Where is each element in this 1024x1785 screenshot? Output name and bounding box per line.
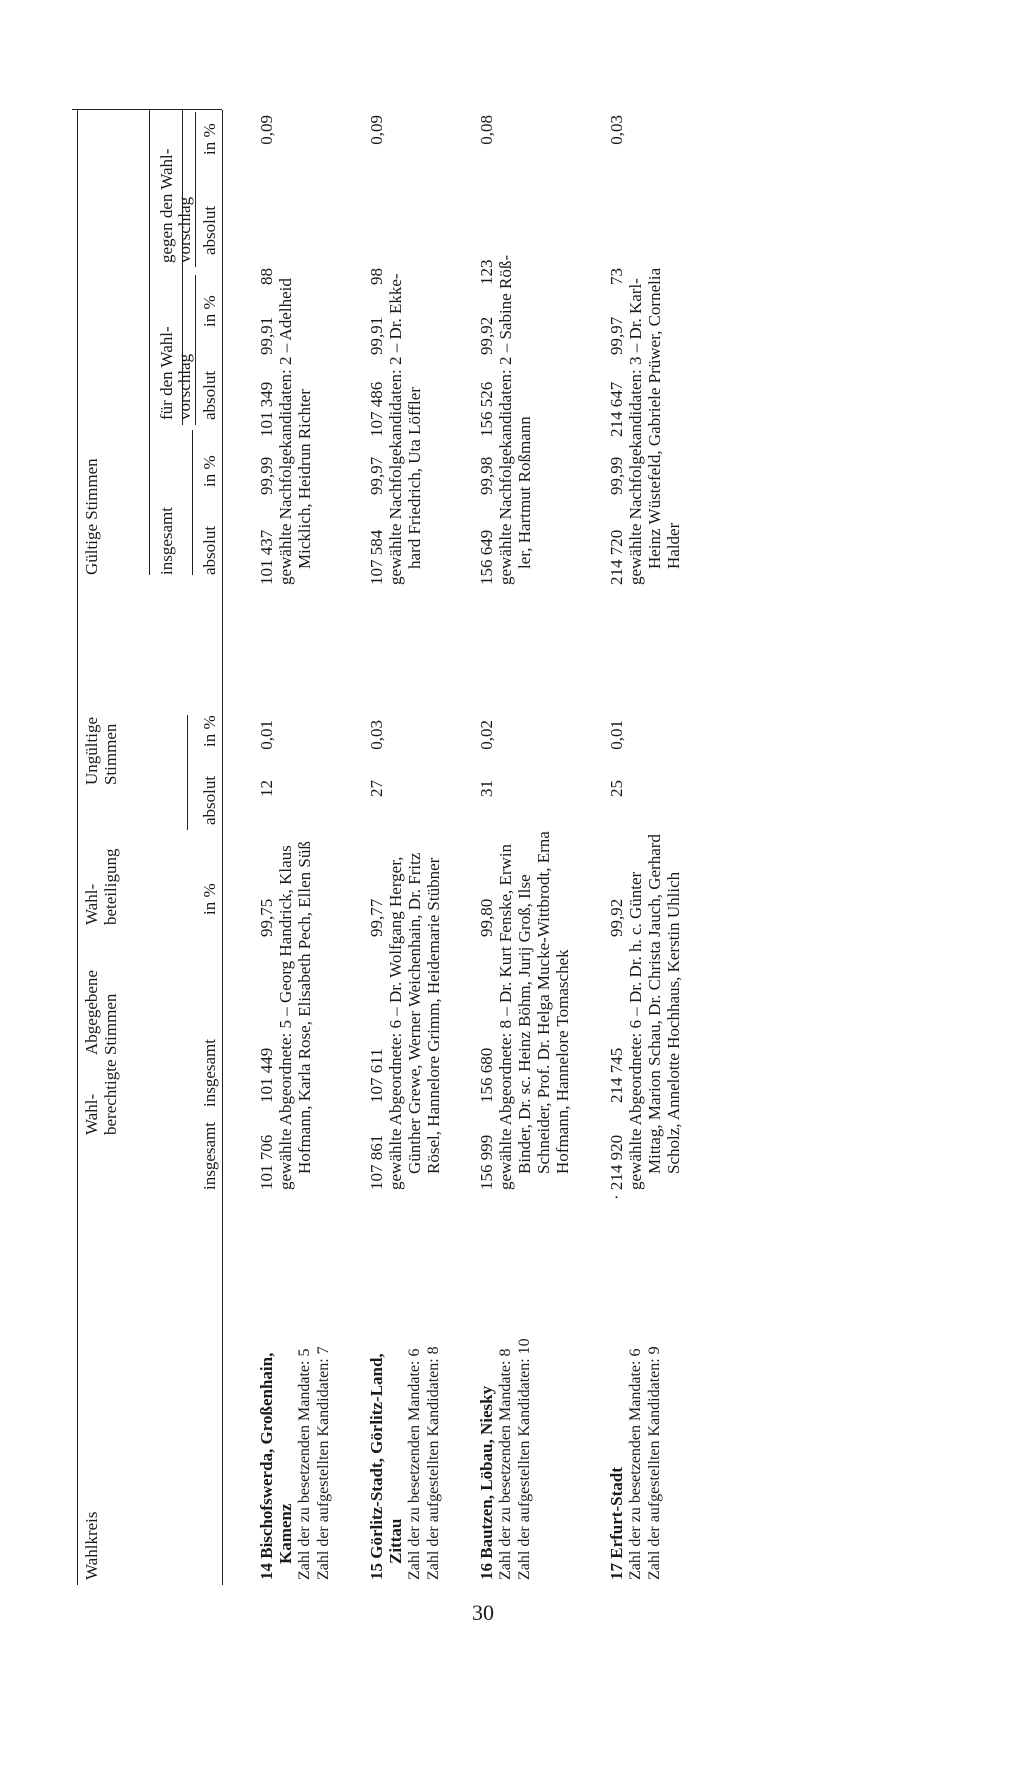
- row-gueltig-abs: 101 437: [257, 529, 276, 585]
- row-fuer-pct: 99,91: [367, 316, 386, 355]
- row-name: 14 Bischofswerda, Großenhain,: [257, 1352, 276, 1580]
- row-abgeordnete-1: gewählte Abgeordnete: 6 – Dr. Wolfgang Herger,: [386, 856, 405, 1190]
- header-gegen-1: gegen den Wahl-: [157, 148, 176, 263]
- row-gegen-abs: 73: [607, 268, 626, 285]
- row-gueltig-abs: 107 584: [367, 529, 386, 585]
- header-wahlberechtigte-2: berechtigte: [101, 1059, 120, 1135]
- row-kandidaten: Zahl der aufgestellten Kandidaten: 9: [646, 1346, 663, 1580]
- row-gegen-pct: 0,08: [477, 115, 496, 145]
- row-nachfolge-2: ler, Hartmut Roßmann: [515, 416, 534, 569]
- row-mandate: Zahl der zu besetzenden Mandate: 8: [497, 1348, 514, 1580]
- row-wahlberechtigte: · 214 920: [607, 1134, 626, 1200]
- row-fuer-pct: 99,97: [607, 316, 626, 355]
- gueltige-group-rule: [149, 110, 150, 575]
- sub-in-pct-gegen: in %: [200, 123, 219, 155]
- row-fuer-abs: 156 526: [477, 381, 496, 437]
- header-ungueltige-1: Ungültige: [82, 717, 101, 785]
- sub-insgesamt-2: insgesamt: [200, 1039, 219, 1107]
- header-bottom-rule: [222, 110, 223, 1585]
- row-abgeordnete-2: Günther Grewe, Werner Weichenhain, Dr. Fritz: [405, 852, 424, 1174]
- row-abgeordnete-1: gewählte Abgeordnete: 6 – Dr. Dr. h. c. Günter: [626, 871, 645, 1190]
- row-fuer-abs: 214 647: [607, 381, 626, 437]
- row-wahlberechtigte: 107 861: [367, 1134, 386, 1190]
- row-gegen-abs: 88: [257, 268, 276, 285]
- header-wahlkreis: Wahlkreis: [82, 1511, 101, 1580]
- row-fuer-abs: 101 349: [257, 381, 276, 437]
- row-ungueltig-abs: 12: [257, 780, 276, 797]
- sub-absolut-ungueltig: absolut: [200, 775, 219, 825]
- row-ungueltig-abs: 31: [477, 780, 496, 797]
- row-nachfolge-2: Micklich, Heidrun Richter: [295, 389, 314, 569]
- header-wahlbeteiligung-2: beteiligung: [101, 848, 120, 925]
- row-gegen-pct: 0,03: [607, 115, 626, 145]
- header-wahlbeteiligung-1: Wahl-: [82, 883, 101, 925]
- header-abgegebene-1: Abgegebene: [82, 970, 101, 1055]
- row-abgegebene: 214 745: [607, 1047, 626, 1103]
- row-kandidaten: Zahl der aufgestellten Kandidaten: 10: [516, 1338, 533, 1580]
- row-gueltig-pct: 99,99: [257, 456, 276, 495]
- sub-absolut-fuer: absolut: [200, 370, 219, 420]
- row-mandate: Zahl der zu besetzenden Mandate: 6: [406, 1348, 423, 1580]
- row-abgeordnete-3: Schneider, Prof. Dr. Helga Mucke-Wittbrodt, Erna: [534, 831, 553, 1174]
- row-beteiligung: 99,75: [257, 898, 276, 937]
- row-abgeordnete-3: Rösel, Hannelore Grimm, Heidemarie Stübner: [424, 857, 443, 1174]
- top-rule: [77, 110, 78, 1585]
- row-abgegebene: 101 449: [257, 1047, 276, 1103]
- row-fuer-pct: 99,92: [477, 316, 496, 355]
- row-mandate: Zahl der zu besetzenden Mandate: 6: [627, 1348, 644, 1580]
- header-wahlberechtigte-1: Wahl-: [82, 1093, 101, 1135]
- header-gegen-2: vorschlag: [175, 196, 194, 263]
- row-ungueltig-abs: 25: [607, 780, 626, 797]
- header-gueltige: Gültige Stimmen: [82, 458, 101, 575]
- row-name: 17 Erfurt-Stadt: [607, 1467, 626, 1580]
- row-gegen-abs: 98: [367, 268, 386, 285]
- row-ungueltig-pct: 0,03: [367, 720, 386, 750]
- sub-rule-insgesamt: [192, 430, 193, 575]
- row-name-cont: Zittau: [386, 1518, 405, 1564]
- row-gegen-pct: 0,09: [367, 115, 386, 145]
- row-abgeordnete-1: gewählte Abgeordnete: 5 – Georg Handrick, Klaus: [276, 845, 295, 1190]
- row-gueltig-pct: 99,98: [477, 456, 496, 495]
- page-number: 30: [472, 1600, 494, 1625]
- row-name: 16 Bautzen, Löbau, Niesky: [477, 1385, 496, 1580]
- row-nachfolge-1: gewählte Nachfolgekandidaten: 2 – Sabine Röß-: [496, 255, 515, 585]
- row-beteiligung: 99,80: [477, 898, 496, 937]
- row-ungueltig-abs: 27: [367, 780, 386, 797]
- header-ungueltige-2: Stimmen: [101, 723, 120, 785]
- row-mandate: Zahl der zu besetzenden Mandate: 5: [296, 1348, 313, 1580]
- row-abgeordnete-1: gewählte Abgeordnete: 8 – Dr. Kurt Fenske, Erwin: [496, 843, 515, 1190]
- row-abgegebene: 156 680: [477, 1047, 496, 1103]
- row-abgeordnete-2: Hofmann, Karla Rose, Elisabeth Pech, Ellen Süß: [295, 841, 314, 1174]
- row-gueltig-abs: 156 649: [477, 529, 496, 585]
- row-fuer-pct: 99,91: [257, 316, 276, 355]
- row-nachfolge-1: gewählte Nachfolgekandidaten: 2 – Adelheid: [276, 278, 295, 585]
- row-nachfolge-1: gewählte Nachfolgekandidaten: 3 – Dr. Karl-: [626, 278, 645, 585]
- row-gegen-abs: 123: [477, 259, 496, 285]
- row-nachfolge-3: Halder: [664, 522, 683, 569]
- row-ungueltig-pct: 0,01: [607, 720, 626, 750]
- sub-rule-ungueltig: [187, 715, 188, 830]
- row-beteiligung: 99,77: [367, 898, 386, 937]
- row-ungueltig-pct: 0,01: [257, 720, 276, 750]
- row-abgeordnete-4: Hofmann, Hannelore Tomaschek: [553, 949, 572, 1174]
- sub-insgesamt-1: insgesamt: [200, 1122, 219, 1190]
- sub-in-pct-beteiligung: in %: [200, 883, 219, 915]
- right-edge-rule: [72, 109, 222, 110]
- row-name-cont: Kamenz: [276, 1503, 295, 1564]
- row-name: 15 Görlitz-Stadt, Görlitz-Land,: [367, 1353, 386, 1580]
- row-beteiligung: 99,92: [607, 898, 626, 937]
- row-nachfolge-1: gewählte Nachfolgekandidaten: 2 – Dr. Ekke-: [386, 273, 405, 585]
- row-abgeordnete-3: Scholz, Annelotte Hochhaus, Kerstin Uhlich: [664, 871, 683, 1174]
- sub-in-pct-fuer: in %: [200, 295, 219, 327]
- row-gueltig-pct: 99,97: [367, 456, 386, 495]
- row-nachfolge-2: Heinz Wüstefeld, Gabriele Prüwer, Cornelia: [645, 267, 664, 569]
- sub-rule-fuer: [195, 275, 196, 425]
- row-abgegebene: 107 611: [367, 1048, 386, 1103]
- header-fuer-2: vorschlag: [175, 353, 194, 420]
- row-nachfolge-2: hard Friedrich, Uta Löffler: [405, 387, 424, 569]
- row-gueltig-abs: 214 720: [607, 529, 626, 585]
- header-abgegebene-2: Stimmen: [101, 993, 120, 1055]
- header-insgesamt-group: insgesamt: [157, 507, 176, 575]
- row-fuer-abs: 107 486: [367, 381, 386, 437]
- row-gegen-pct: 0,09: [257, 115, 276, 145]
- header-fuer-1: für den Wahl-: [157, 326, 176, 420]
- row-wahlberechtigte: 101 706: [257, 1134, 276, 1190]
- row-kandidaten: Zahl der aufgestellten Kandidaten: 7: [315, 1346, 332, 1580]
- row-gueltig-pct: 99,99: [607, 456, 626, 495]
- row-wahlberechtigte: 156 999: [477, 1134, 496, 1190]
- rotated-table: [67, 105, 707, 1585]
- row-abgeordnete-2: Mittag, Marion Schau, Dr. Christa Jauch, Gerhard: [645, 834, 664, 1174]
- sub-rule-gegen: [195, 112, 196, 267]
- row-abgeordnete-2: Binder, Dr. sc. Heinz Böhm, Jurij Groß, Ilse: [515, 874, 534, 1174]
- row-kandidaten: Zahl der aufgestellten Kandidaten: 8: [425, 1346, 442, 1580]
- row-ungueltig-pct: 0,02: [477, 720, 496, 750]
- sub-in-pct-ungueltig: in %: [200, 715, 219, 747]
- sub-in-pct-insgesamt: in %: [200, 455, 219, 487]
- sub-absolut-gegen: absolut: [200, 205, 219, 255]
- sub-absolut-insgesamt: absolut: [200, 525, 219, 575]
